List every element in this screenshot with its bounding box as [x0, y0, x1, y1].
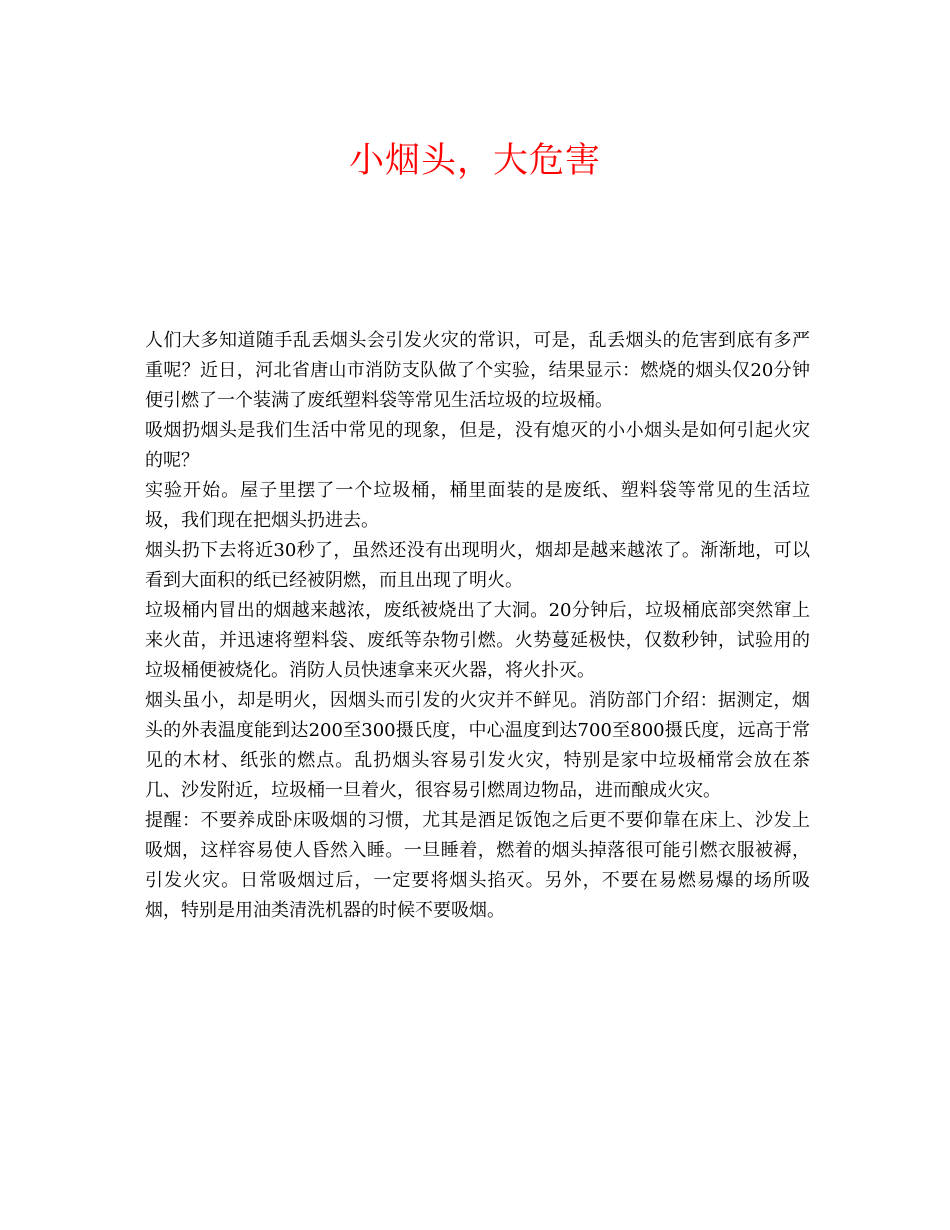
paragraph-reminder: 提醒：不要养成卧床吸烟的习惯，尤其是酒足饭饱之后更不要仰靠在床上、沙发上吸烟，这样容易使人昏然入睡。一旦睡着，燃着的烟头掉落很可能引燃衣服被褥，引发火灾。日常吸烟过后，一定要将烟头掐灭。另外，不要在易燃易爆的场所吸烟，特别是用油类清洗机器的时候不要吸烟。 [145, 810, 810, 921]
paragraph-temperature: 烟头虽小，却是明火，因烟头而引发的火灾并不鲜见。消防部门介绍：据测定，烟头的外表温度能到达200至300摄氏度，中心温度到达700至800摄氏度，远高于常见的木材、纸张的燃点。乱扔烟头容易引发火灾，特别是家中垃圾桶常会放在茶几、沙发附近，垃圾桶一旦着火，很容易引燃周边物品，进而酿成火灾。 [145, 690, 810, 801]
paragraph-experiment-start: 实验开始。屋子里摆了一个垃圾桶，桶里面装的是废纸、塑料袋等常见的生活垃圾，我们现在把烟头扔进去。 [145, 480, 810, 531]
paragraph-question: 吸烟扔烟头是我们生活中常见的现象，但是，没有熄灭的小小烟头是如何引起火灾的呢？ [145, 420, 810, 471]
paragraph-30-seconds: 烟头扔下去将近30秒了，虽然还没有出现明火，烟却是越来越浓了。渐渐地，可以看到大面积的纸已经被阴燃，而且出现了明火。 [145, 540, 810, 591]
document-title: 小烟头，大危害 [348, 141, 601, 181]
paragraph-intro: 人们大多知道随手乱丢烟头会引发火灾的常识，可是，乱丢烟头的危害到底有多严重呢？近日，河北省唐山市消防支队做了个实验，结果显示：燃烧的烟头仅20分钟便引燃了一个装满了废纸塑料袋等常见生活垃圾的垃圾桶。 [145, 330, 810, 411]
document-body [145, 326, 810, 926]
paragraph-20-minutes: 垃圾桶内冒出的烟越来越浓，废纸被烧出了大洞。20分钟后，垃圾桶底部突然窜上来火苗，并迅速将塑料袋、废纸等杂物引燃。火势蔓延极快，仅数秒钟，试验用的垃圾桶便被烧化。消防人员快速拿来灭火器，将火扑灭。 [145, 600, 810, 681]
